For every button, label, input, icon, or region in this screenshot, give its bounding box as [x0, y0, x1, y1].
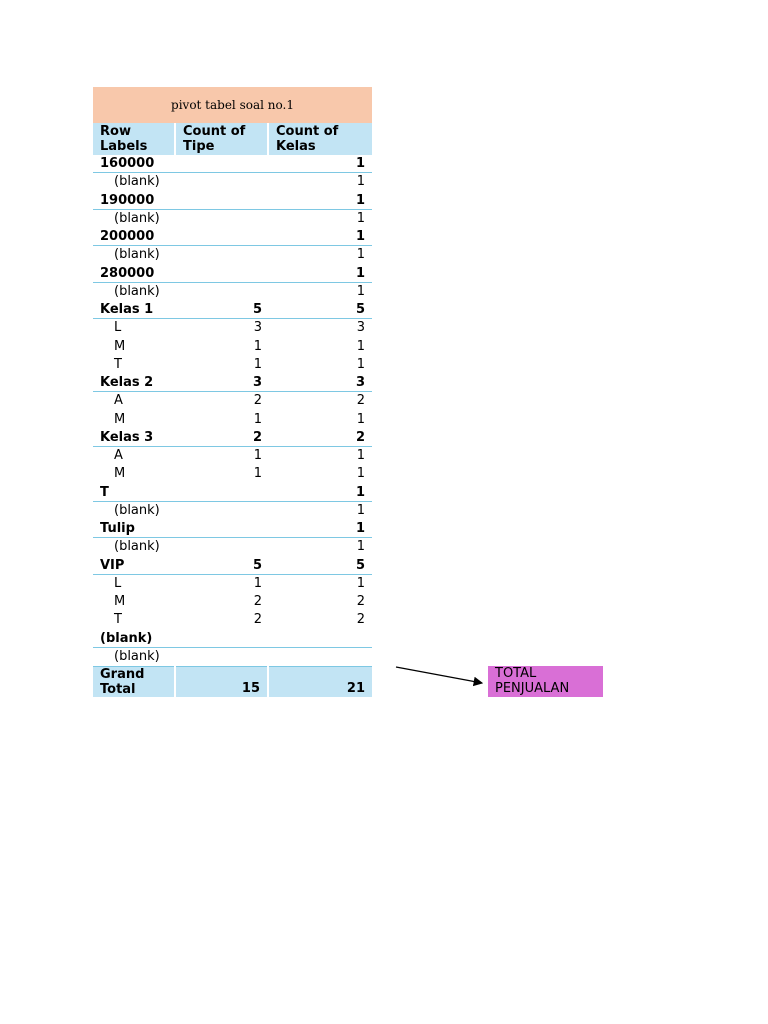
total-penjualan-line2: PENJUALAN	[495, 681, 570, 696]
row-label: (blank)	[114, 210, 160, 226]
row-label: Kelas 3	[100, 429, 154, 445]
count-of-tipe-value: 1	[253, 466, 262, 482]
row-label: (blank)	[114, 247, 160, 263]
row-label: M	[114, 466, 126, 482]
count-of-kelas-value: 2	[355, 429, 365, 445]
count-of-tipe-value: 1	[253, 448, 262, 463]
count-of-kelas-value: 1	[356, 174, 365, 190]
count-of-kelas-value: 3	[355, 375, 365, 390]
count-of-kelas-value: 1	[356, 575, 365, 591]
row-label: M	[114, 411, 126, 427]
header-row-labels-line1: Row	[100, 124, 131, 139]
grand-total-label-line1: Grand	[100, 667, 145, 682]
row-label: T	[100, 484, 109, 500]
count-of-tipe-value: 1	[253, 575, 262, 591]
pivot-title: pivot tabel soal no.1	[93, 87, 372, 123]
count-of-kelas-value: 1	[356, 448, 365, 463]
count-of-kelas-value: 1	[356, 356, 365, 372]
count-of-kelas-value: 1	[355, 265, 365, 281]
row-label: (blank)	[100, 630, 153, 646]
count-of-kelas-value: 1	[355, 156, 365, 171]
row-label: (blank)	[114, 283, 160, 299]
count-of-kelas-value: 1	[355, 484, 365, 500]
count-of-kelas-value: 1	[355, 229, 365, 244]
count-of-tipe-value: 3	[252, 375, 262, 390]
header-count-of-tipe-line2: Tipe	[183, 139, 215, 154]
total-penjualan-line1: TOTAL	[495, 666, 537, 681]
count-of-tipe-value: 3	[253, 320, 262, 336]
header-count-of-kelas-line2: Kelas	[276, 139, 316, 154]
row-label: Kelas 2	[100, 375, 154, 390]
count-of-tipe-value: 1	[253, 338, 262, 354]
grand-total-kelas: 21	[346, 681, 365, 696]
row-label: (blank)	[114, 648, 160, 664]
count-of-kelas-value: 2	[356, 594, 365, 609]
row-label: L	[114, 320, 122, 336]
row-label: (blank)	[114, 502, 160, 518]
count-of-kelas-value: 1	[356, 338, 365, 354]
row-label: 160000	[100, 156, 155, 171]
arrow-line	[396, 667, 482, 683]
header-count-of-kelas-line1: Count of	[276, 124, 339, 139]
header-row-labels-line2: Labels	[100, 139, 148, 154]
count-of-tipe-value: 2	[252, 429, 262, 445]
count-of-kelas-value: 1	[356, 539, 365, 555]
row-label: Kelas 1	[100, 302, 154, 317]
row-label: L	[114, 575, 122, 591]
count-of-kelas-value: 2	[356, 393, 365, 409]
count-of-tipe-value: 2	[253, 594, 262, 609]
count-of-tipe-value: 5	[252, 557, 262, 573]
count-of-kelas-value: 1	[356, 411, 365, 427]
row-label: A	[114, 393, 123, 409]
row-label: 190000	[100, 192, 155, 208]
row-label: 200000	[100, 229, 155, 244]
row-label: (blank)	[114, 539, 160, 555]
count-of-kelas-value: 1	[356, 210, 365, 226]
row-label: 280000	[100, 265, 155, 281]
row-label: T	[114, 356, 122, 372]
count-of-tipe-value: 2	[253, 393, 262, 409]
count-of-kelas-value: 3	[356, 320, 365, 336]
row-label: A	[114, 448, 123, 463]
count-of-tipe-value: 1	[253, 411, 262, 427]
row-label: (blank)	[114, 174, 160, 190]
row-label: Tulip	[100, 521, 135, 536]
row-label: T	[114, 612, 122, 628]
header-count-of-tipe-line1: Count of	[183, 124, 246, 139]
count-of-kelas-value: 1	[356, 283, 365, 299]
row-label: VIP	[100, 557, 125, 573]
count-of-tipe-value: 1	[253, 356, 262, 372]
row-label: M	[114, 594, 126, 609]
count-of-kelas-value: 2	[356, 612, 365, 628]
count-of-kelas-value: 1	[355, 521, 365, 536]
count-of-tipe-value: 2	[253, 612, 262, 628]
count-of-kelas-value: 1	[356, 502, 365, 518]
row-label: M	[114, 338, 126, 354]
count-of-kelas-value: 5	[355, 302, 365, 317]
count-of-tipe-value: 5	[252, 302, 262, 317]
count-of-kelas-value: 5	[355, 557, 365, 573]
grand-total-tipe: 15	[241, 681, 260, 696]
grand-total-label-line2: Total	[100, 682, 136, 697]
count-of-kelas-value: 1	[356, 466, 365, 482]
count-of-kelas-value: 1	[355, 192, 365, 208]
total-penjualan-box[interactable]	[488, 666, 603, 697]
count-of-kelas-value: 1	[356, 247, 365, 263]
